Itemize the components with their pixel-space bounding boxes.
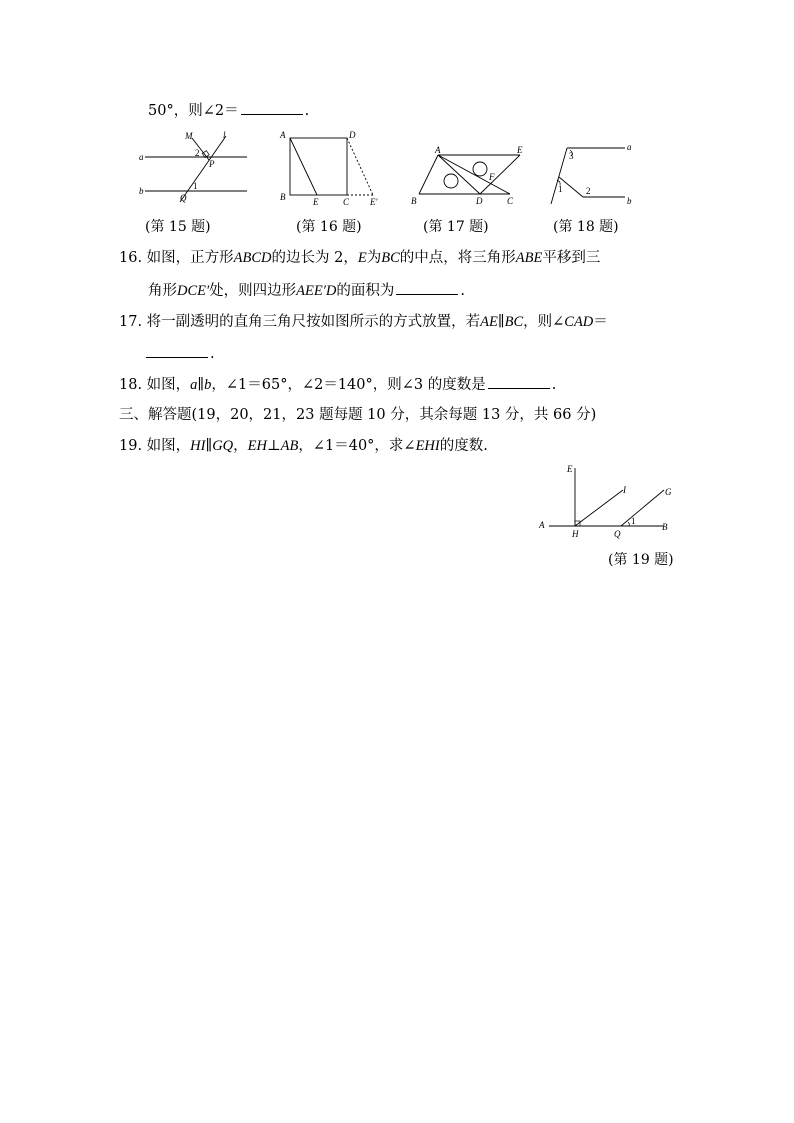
q16-text-8: 的面积为 (336, 283, 395, 299)
f19-label-G: G (665, 487, 672, 497)
figure-19 (535, 460, 680, 542)
q18-text-1: 如图， (146, 377, 191, 393)
q16-answer-blank[interactable] (396, 280, 458, 295)
q19-number: 19. (119, 438, 143, 454)
q19-text-3: ， (233, 438, 248, 454)
q16-text-2: 的边长为 2， (271, 250, 358, 266)
q19-var-1: HI (190, 438, 206, 454)
caption-18: (第 18 题) (553, 219, 619, 235)
f17-label-F: F (489, 172, 495, 182)
f17-label-A: A (435, 145, 441, 155)
f16-label-D: D (349, 130, 356, 140)
q16-var-4: ABE (515, 250, 543, 266)
q16-text-7: 处，则四边形 (209, 283, 297, 299)
q16-line2 (148, 280, 465, 301)
f19-label-B: B (662, 522, 668, 532)
q19-var-3: EH (247, 438, 267, 454)
q16-number: 16. (119, 250, 143, 266)
f15-label-2: 2 (195, 148, 200, 158)
f18-label-1: 1 (558, 184, 563, 194)
q16-period: . (460, 283, 465, 299)
f19-label-Q: Q (614, 529, 621, 539)
caption-16: (第 16 题) (296, 219, 362, 235)
f16-label-E: E (313, 197, 319, 207)
caption-15: (第 15 题) (145, 219, 211, 235)
q17-text-4: ＝ (593, 314, 608, 330)
q16-text-3: 为 (366, 250, 382, 266)
f16-label-Eprime: E′ (370, 197, 378, 207)
q19-line (119, 436, 488, 456)
f18-label-3: 3 (569, 151, 574, 161)
f15-label-b: b (139, 186, 144, 196)
caption-19: (第 19 题) (608, 552, 674, 568)
q17-text-1: 将一副透明的直角三角尺按如图所示的方式放置，若 (146, 314, 481, 330)
figure-16 (277, 128, 387, 208)
q15-tail (148, 100, 309, 121)
q17-answer-blank[interactable] (146, 343, 208, 358)
q18-answer-blank[interactable] (488, 374, 550, 389)
f17-label-C: C (507, 196, 514, 206)
q15-text: 50°，则∠2＝ (148, 103, 239, 119)
q18-text-3: ，∠1＝65°，∠2＝140°，则∠3 的度数是 (211, 377, 486, 393)
q16-var-2: E (357, 250, 367, 266)
q18-var-2: b (204, 377, 212, 393)
q18-period: . (551, 377, 557, 393)
q18-number: 18. (119, 377, 143, 393)
q17-line1 (119, 312, 608, 332)
f16-label-C: C (343, 197, 350, 207)
q19-var-4: AB (280, 438, 299, 454)
q16-text-5: 平移到三 (542, 250, 601, 266)
q17-var-1: AE (480, 314, 498, 330)
q16-var-1: ABCD (233, 250, 272, 266)
q17-var-2: BC (504, 314, 524, 330)
f17-label-D: D (476, 196, 483, 206)
f15-label-Q: Q (180, 193, 187, 203)
q17-parallel: ∥ (497, 314, 505, 330)
figure-17 (407, 142, 532, 208)
f15-label-1: 1 (193, 181, 198, 191)
q18-line (119, 374, 556, 395)
q17-number: 17. (119, 314, 143, 330)
q17-var-3: CAD (564, 314, 594, 330)
f18-label-2: 2 (586, 186, 591, 196)
section-3-heading: 三、解答题(19，20，21，23 题每题 10 分，其余每题 13 分，共 66 分) (119, 407, 597, 423)
q17-text-3: ，则∠ (523, 314, 565, 330)
q19-parallel: ∥ (205, 438, 213, 454)
q16-text-6: 角形 (148, 283, 177, 299)
figure-15 (137, 130, 252, 206)
f15-label-M: M (185, 131, 193, 141)
q19-text-5: ，∠1＝40°，求∠ (298, 438, 416, 454)
q19-var-5: EHI (415, 438, 440, 454)
q19-var-2: GQ (212, 438, 234, 454)
q16-var-3: BC (381, 250, 400, 266)
q18-parallel: ∥ (197, 377, 205, 393)
q17-line2 (146, 343, 215, 364)
f19-label-I: I (623, 485, 626, 495)
f17-label-E: E (517, 145, 523, 155)
q16-text-4: 的中点，将三角形 (399, 250, 516, 266)
q17-period: . (210, 346, 215, 362)
f19-label-H: H (572, 529, 579, 539)
q18-var-1: a (190, 377, 198, 393)
q16-line1 (119, 248, 600, 268)
caption-17: (第 17 题) (423, 219, 489, 235)
f15-label-P: P (209, 159, 215, 169)
q16-text-1: 如图，正方形 (146, 250, 234, 266)
f16-label-A: A (280, 130, 286, 140)
q16-var-6: AEE′D (296, 283, 337, 299)
q15-period: . (304, 103, 310, 119)
f19-label-A: A (539, 520, 545, 530)
q15-answer-blank[interactable] (241, 100, 303, 115)
figure-18 (545, 140, 645, 208)
q16-var-5: DCE′ (177, 283, 210, 299)
f15-label-l: l (223, 130, 226, 140)
f19-label-E: E (567, 464, 573, 474)
f15-label-a: a (139, 152, 144, 162)
q19-perp: ⊥ (266, 438, 281, 454)
f19-label-1: 1 (631, 516, 636, 526)
f17-label-B: B (411, 196, 417, 206)
q19-text-6: 的度数. (439, 438, 488, 454)
q19-text-1: 如图， (146, 438, 191, 454)
f18-label-a: a (627, 142, 632, 152)
f18-label-b: b (627, 196, 632, 206)
f16-label-B: B (280, 192, 286, 202)
